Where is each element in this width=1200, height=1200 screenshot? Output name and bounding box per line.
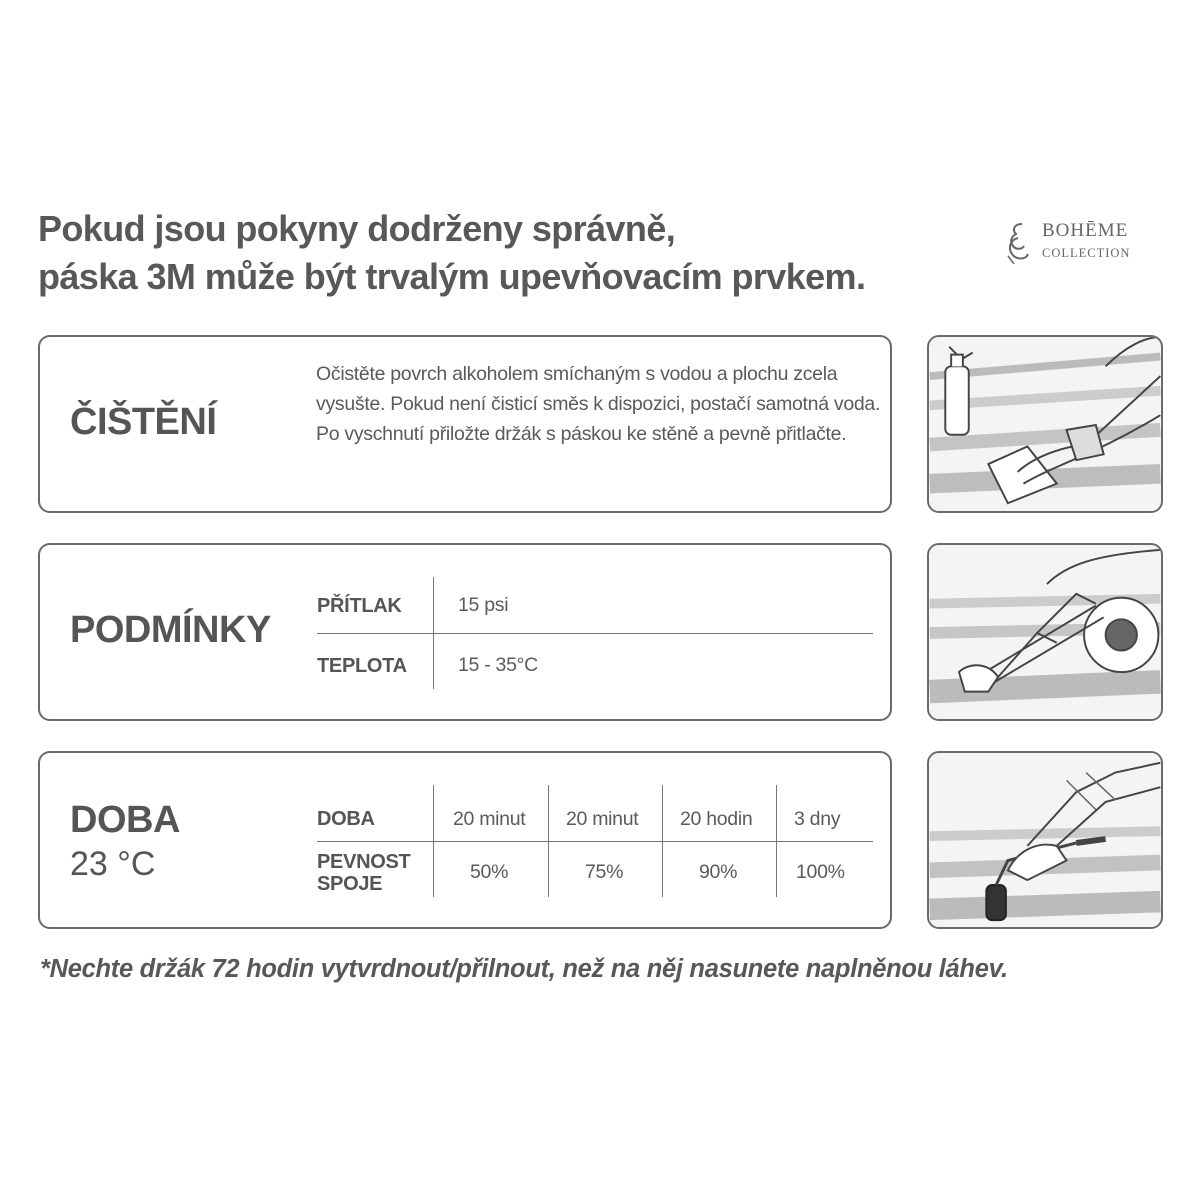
duration-cell: 3 dny — [794, 808, 841, 830]
page-heading — [38, 205, 865, 301]
duration-header-label: DOBA — [317, 808, 375, 830]
conditions-title: PODMÍNKY — [70, 609, 271, 651]
time-subtitle: 23 °C — [70, 845, 156, 883]
cleaning-card — [38, 335, 892, 513]
logo-brand-name: BOHĒME — [1042, 220, 1129, 241]
conditions-row-divider — [317, 633, 873, 634]
logo-collection: COLLECTION — [1042, 246, 1131, 260]
heading-line-2: páska 3M může být trvalým upevňovacím prvkem. — [38, 256, 866, 297]
heading-line-1: Pokud jsou pokyny dodrženy správně, — [38, 208, 676, 249]
temperature-value: 15 - 35°C — [458, 654, 538, 676]
time-card — [38, 751, 892, 929]
strength-cell: 90% — [699, 861, 738, 883]
conditions-card — [38, 543, 892, 721]
pressure-value: 15 psi — [458, 594, 509, 616]
footnote: *Nechte držák 72 hodin vytvrdnout/přilnout, než na něj nasunete naplněnou láhev. — [40, 955, 1008, 983]
time-title: DOBA — [70, 799, 180, 841]
time-row-divider — [317, 841, 873, 842]
roller-pressing-illustration — [927, 751, 1163, 929]
strength-cell: 75% — [585, 861, 624, 883]
strength-label — [317, 851, 410, 895]
duration-cell: 20 minut — [566, 808, 639, 830]
temperature-label: TEPLOTA — [317, 655, 407, 677]
pressure-label: PŘÍTLAK — [317, 595, 402, 617]
duration-cell: 20 hodin — [680, 808, 753, 830]
boheme-logo-mark-icon — [1000, 220, 1038, 264]
cleaning-illustration-icon — [929, 337, 1161, 511]
strength-label-line-1: PEVNOST — [317, 851, 411, 873]
strength-cell: 100% — [796, 861, 845, 883]
cleaning-instructions: Očistěte povrch alkoholem smíchaným s vodou a plochu zcela vysušte. Pokud není čisticí směs k dispozici, postačí samotná voda. Po vyschnutí přiložte držák s páskou ke stěně a pevně přitlačte. — [316, 363, 881, 445]
roller-illustration-icon — [929, 753, 1161, 927]
spray-bottle-cleaning-illustration — [927, 335, 1163, 513]
strength-cell: 50% — [470, 861, 509, 883]
boheme-logo — [1000, 218, 1160, 266]
applying-tape-illustration — [927, 543, 1163, 721]
duration-cell: 20 minut — [453, 808, 526, 830]
strength-label-line-2: SPOJE — [317, 873, 383, 895]
cleaning-title: ČIŠTĚNÍ — [70, 401, 217, 443]
tape-illustration-icon — [929, 545, 1161, 719]
